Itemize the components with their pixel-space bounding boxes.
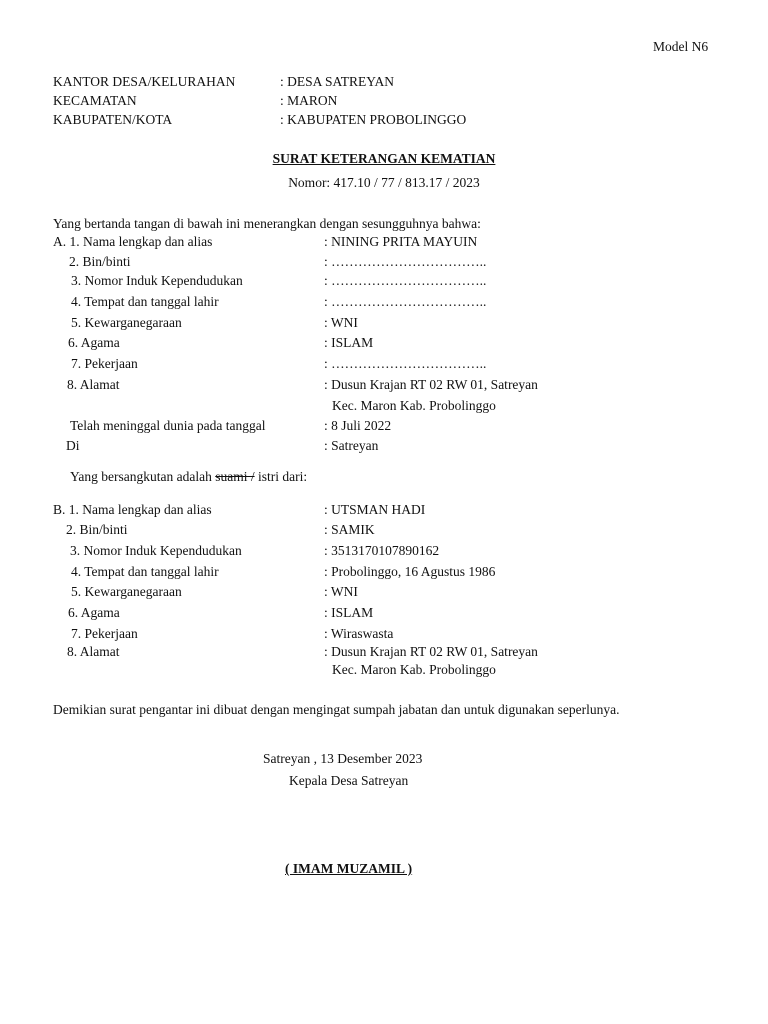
b-value-religion: : ISLAM [324, 605, 374, 620]
signer-title: Kepala Desa Satreyan [289, 773, 409, 788]
a-value-religion: : ISLAM [324, 335, 374, 350]
b-label-citizenship: 5. Kewarganegaraan [71, 584, 182, 599]
a-label-name: A. 1. Nama lengkap dan alias [53, 234, 213, 249]
b-value-citizenship: : WNI [324, 584, 358, 599]
header-value-kantor: : DESA SATREYAN [280, 74, 395, 89]
b-value-address-line2: Kec. Maron Kab. Probolinggo [332, 662, 496, 677]
a-label-nik: 3. Nomor Induk Kependudukan [71, 273, 243, 288]
header-label-kabupaten: KABUPATEN/KOTA [53, 112, 173, 127]
relation-statement [70, 468, 307, 486]
document-number: Nomor: 417.10 / 77 / 813.17 / 2023 [288, 175, 480, 190]
b-value-name: : UTSMAN HADI [324, 502, 426, 517]
b-value-occupation: : Wiraswasta [324, 626, 394, 641]
b-value-birth: : Probolinggo, 16 Agustus 1986 [324, 564, 496, 579]
header-value-kabupaten: : KABUPATEN PROBOLINGGO [280, 112, 467, 127]
header-label-kecamatan: KECAMATAN [53, 93, 137, 108]
header-label-kantor: KANTOR DESA/KELURAHAN [53, 74, 236, 89]
closing-statement: Demikian surat pengantar ini dibuat dengan mengingat sumpah jabatan dan untuk digunakan seperlunya. [53, 702, 620, 717]
death-place-label: Di [66, 438, 80, 453]
death-date-label: Telah meninggal dunia pada tanggal [70, 418, 266, 433]
signer-name: ( IMAM MUZAMIL ) [285, 861, 413, 876]
a-label-birth: 4. Tempat dan tanggal lahir [71, 294, 219, 309]
b-label-religion: 6. Agama [68, 605, 120, 620]
b-label-birth: 4. Tempat dan tanggal lahir [71, 564, 219, 579]
a-value-citizenship: : WNI [324, 315, 358, 330]
b-label-nik: 3. Nomor Induk Kependudukan [70, 543, 242, 558]
a-label-occupation: 7. Pekerjaan [71, 356, 138, 371]
b-label-address: 8. Alamat [67, 644, 120, 659]
b-value-nik: : 3513170107890162 [324, 543, 440, 558]
a-label-citizenship: 5. Kewarganegaraan [71, 315, 182, 330]
document-title: SURAT KETERANGAN KEMATIAN [272, 151, 496, 166]
b-label-name: B. 1. Nama lengkap dan alias [53, 502, 212, 517]
a-value-binbinti: : …………………………….. [324, 254, 487, 269]
a-value-name: : NINING PRITA MAYUIN [324, 234, 478, 249]
intro-text: Yang bertanda tangan di bawah ini menerangkan dengan sesungguhnya bahwa: [53, 216, 481, 231]
b-value-binbinti: : SAMIK [324, 522, 375, 537]
b-value-address: : Dusun Krajan RT 02 RW 01, Satreyan [324, 644, 538, 659]
b-label-occupation: 7. Pekerjaan [71, 626, 138, 641]
a-value-address-line2: Kec. Maron Kab. Probolinggo [332, 398, 496, 413]
a-value-occupation: : …………………………….. [324, 356, 487, 371]
a-label-religion: 6. Agama [68, 335, 120, 350]
a-value-nik: : …………………………….. [324, 273, 487, 288]
death-date-value: : 8 Juli 2022 [324, 418, 392, 433]
death-place-value: : Satreyan [324, 438, 379, 453]
a-value-birth: : …………………………….. [324, 294, 487, 309]
a-label-address: 8. Alamat [67, 377, 120, 392]
b-label-binbinti: 2. Bin/binti [66, 522, 128, 537]
place-date: Satreyan , 13 Desember 2023 [263, 751, 423, 766]
relation-suffix: istri dari: [254, 469, 308, 484]
a-value-address: : Dusun Krajan RT 02 RW 01, Satreyan [324, 377, 538, 392]
a-label-binbinti: 2. Bin/binti [69, 254, 131, 269]
model-code: Model N6 [653, 39, 709, 54]
header-value-kecamatan: : MARON [280, 93, 338, 108]
relation-prefix: Yang bersangkutan adalah [70, 469, 216, 484]
relation-struck: suami / [215, 469, 255, 484]
